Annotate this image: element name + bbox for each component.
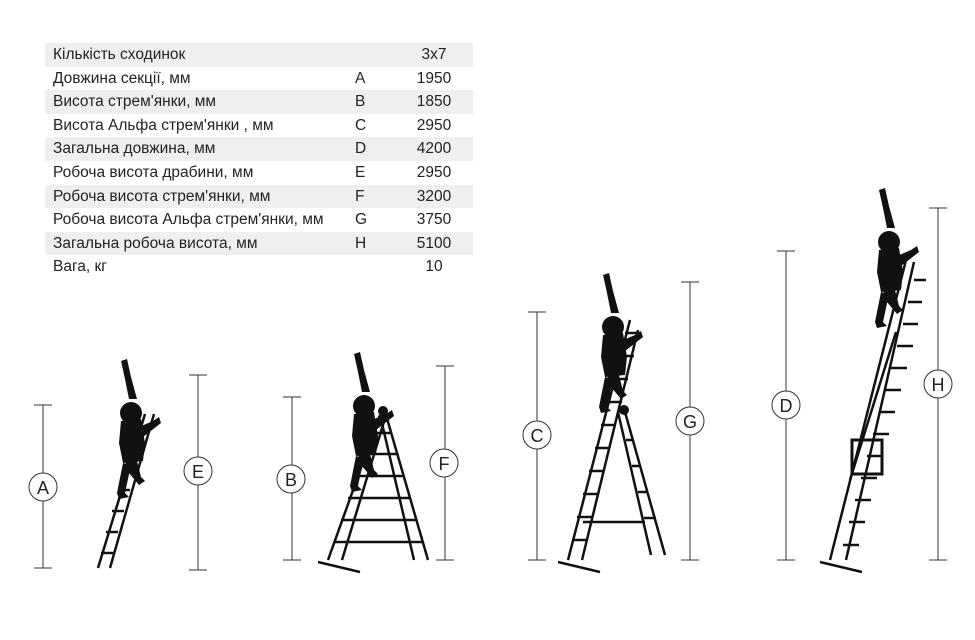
spec-label: Довжина секції, мм xyxy=(45,67,355,91)
spec-letter: D xyxy=(355,137,395,161)
dimension-label-f: F xyxy=(438,454,450,474)
spec-value: 10 xyxy=(395,255,473,279)
spec-label: Загальна довжина, мм xyxy=(45,137,355,161)
spec-letter: G xyxy=(355,208,395,232)
dimension-label-c: C xyxy=(530,426,544,446)
person-silhouette xyxy=(117,359,161,499)
spec-label: Вага, кг xyxy=(45,255,355,279)
dimension-label-d: D xyxy=(779,396,793,416)
dimension-label-b: B xyxy=(284,470,298,490)
spec-label: Висота стрем'янки, мм xyxy=(45,90,355,114)
spec-letter: H xyxy=(355,232,395,256)
spec-label: Робоча висота стрем'янки, мм xyxy=(45,185,355,209)
spec-letter: C xyxy=(355,114,395,138)
ladder-diagram-1 xyxy=(29,359,212,570)
spec-value: 3x7 xyxy=(395,43,473,67)
person-silhouette xyxy=(599,273,643,413)
spec-letter: F xyxy=(355,185,395,209)
ladder-diagram-4 xyxy=(772,188,952,572)
spec-value: 4200 xyxy=(395,137,473,161)
person-silhouette xyxy=(875,188,919,328)
spec-label: Кількість сходинок xyxy=(45,43,355,67)
extended-ladder xyxy=(820,260,926,572)
spec-value: 1850 xyxy=(395,90,473,114)
ladder-diagram-2 xyxy=(277,352,458,572)
spec-letter: E xyxy=(355,161,395,185)
dimension-label-a: A xyxy=(36,478,50,498)
spec-label: Висота Альфа стрем'янки , мм xyxy=(45,114,355,138)
spec-value: 5100 xyxy=(395,232,473,256)
spec-value: 2950 xyxy=(395,161,473,185)
spec-label: Загальна робоча висота, мм xyxy=(45,232,355,256)
spec-value: 2950 xyxy=(395,114,473,138)
spec-label: Робоча висота драбини, мм xyxy=(45,161,355,185)
ladder-diagram-3 xyxy=(523,273,704,572)
ladder-top-cap xyxy=(619,405,629,415)
spec-letter: A xyxy=(355,67,395,91)
spec-value: 3750 xyxy=(395,208,473,232)
dimension-label-g: G xyxy=(682,412,698,432)
spec-value: 3200 xyxy=(395,185,473,209)
dimension-label-e: E xyxy=(191,462,205,482)
dimension-label-h: H xyxy=(931,375,945,395)
spec-value: 1950 xyxy=(395,67,473,91)
spec-label: Робоча висота Альфа стрем'янки, мм xyxy=(45,208,355,232)
spec-letter: B xyxy=(355,90,395,114)
